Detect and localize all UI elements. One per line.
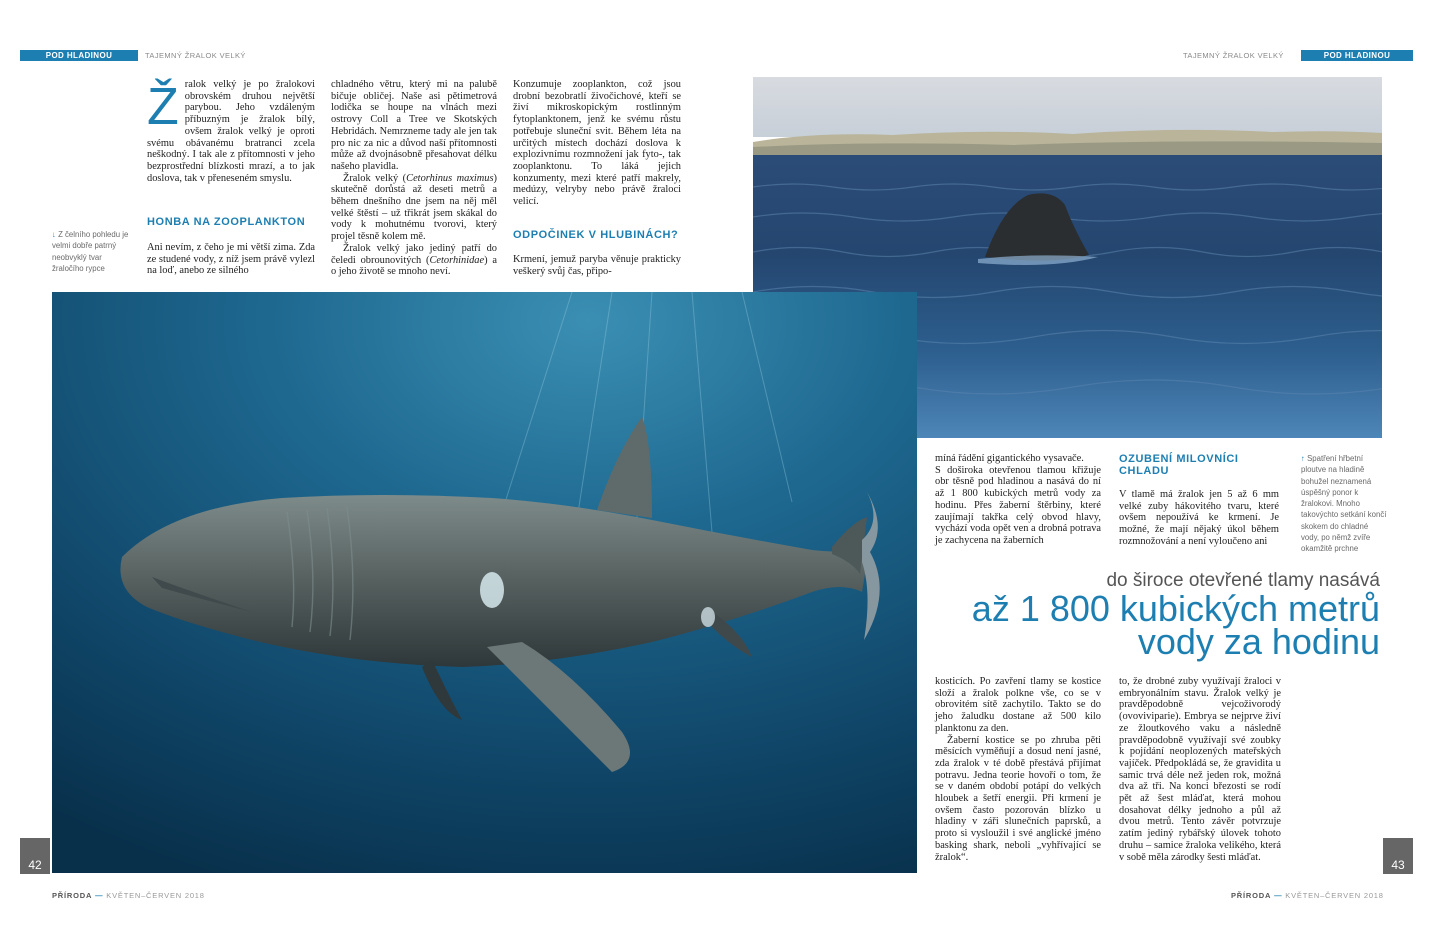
footer-left: PŘÍRODA — KVĚTEN–ČERVEN 2018 [52, 891, 205, 900]
article-label-left: TAJEMNÝ ŽRALOK VELKÝ [145, 51, 246, 60]
caption-left: ↓ Z čelního pohledu je velmi dobře patrný neobvyklý tvar žraločího rypce [52, 230, 129, 273]
paragraph: Žaberní kostice se po zhruba pěti měsících vyměňují a dosud není jasné, zda žralok v té době přestává přijímat potravu. Jedna teorie hovoří o tom, že se v daném období potápí do velkých hloubek a šetří energii. Při krmení je ovšem často pozorován blízko u hladiny v záři slunečních paprsků, a proto si vysloužil i své anglické jméno basking shark, neboli „vyhřívající se žralok“. [935, 734, 1101, 863]
paragraph: V tlamě má žralok jen 5 až 6 mm velké zuby hákovitého tvaru, které ovšem nepoužívá ke krmení. Je možné, že mají nějaký úkol během rozmnožování a není vyloučeno ani [1119, 489, 1279, 547]
page-number-right: 43 [1383, 838, 1413, 874]
pullquote-line: vody za hodinu [1137, 621, 1380, 662]
subhead-ozubeni: OZUBENÍ MILOVNÍCI CHLADU [1119, 453, 1239, 477]
page-number-left: 42 [20, 838, 50, 874]
paragraph: míná řádění gigantického vysavače. [935, 453, 1084, 464]
paragraph: Konzumuje zooplankton, což jsou drobní bezobratlí živočichové, kteří se živí mikroskopickým rostlinným fytoplanktonem, jenž ke svému růstu potřebuje sluneční svit. Během léta na určitých místech dochází doslova k explozivnímu rozmnožení jak fyto-, tak zooplanktonu. To láká jejich konzumenty, mezi které patří makrely, medúzy, velryby nebo právě žraloci velicí. [513, 79, 681, 208]
article-label-right: TAJEMNÝ ŽRALOK VELKÝ [1183, 51, 1284, 60]
article-column-3b [513, 254, 681, 277]
paragraph: Krmení, jemuž paryba věnuje prakticky veškerý svůj čas, připo- [513, 254, 681, 277]
pullquote-lead: do široce otevřené tlamy nasává [1106, 570, 1380, 591]
drop-cap: Ž [147, 78, 179, 136]
article-column-7 [1119, 676, 1281, 863]
section-label-right: POD HLADINOU [1301, 50, 1413, 61]
subhead-honba: HONBA NA ZOOPLANKTON [147, 216, 306, 228]
paragraph: S doširoka otevřenou tlamou křižuje obr těsně pod hladinou a nasává do ní až 1 800 kubických metrů vody za hodinu. Přes žaberní štěrbiny, které zaujímají takřka celý obvod hlavy, vychází voda opět ven a drobná potrava je zachycena na žaberních [935, 464, 1101, 546]
paragraph: chladného větru, který mi na palubě bičuje obličej. Naše asi pětimetrová lodička se houpe na vlnách mezi ostrovy Coll a Tree ve Skotských Hebridách. Nemrzneme tady ale jen tak pro nic za nic a důvod naší přítomnosti může až dvojnásobně přesahovat délku našeho plavidla. [331, 79, 497, 172]
intro-paragraph: ralok velký je po žralokovi obrovském druhou největší parybou. Jeho vzdáleným příbuzným je žralok bílý, ovšem žralok velký je oproti svému obávanému bratranci zcela neškodný. I tak ale z přítomnosti v jeho bezprostřední blízkosti mrazí, a to jak doslova, tak v přeneseném smyslu. [147, 79, 315, 184]
arrow-up-icon: ↑ [1301, 454, 1305, 463]
pullquote-line: až 1 800 kubických metrů [971, 588, 1380, 629]
footer-right: PŘÍRODA — KVĚTEN–ČERVEN 2018 [1231, 891, 1384, 900]
article-column-1 [147, 79, 315, 184]
caption-right: ↑ Spatření hřbetní ploutve na hladině bohužel neznamená úspěšný ponor k žralokovi. Mnoho takovýchto setkání končí skokem do chladné vody, po němž zvíře okamžitě prchne [1301, 454, 1387, 554]
arrow-down-icon: ↓ [52, 230, 56, 239]
article-column-6 [935, 676, 1101, 863]
section-label-left: POD HLADINOU [20, 50, 138, 61]
article-column-4 [935, 453, 1101, 547]
paragraph: Žralok velký (Cetorhinus maximus) skutečně dorůstá až deseti metrů a během dnešního dne jsem na něj měl velké štěstí – už třikrát jsem skákal do vody k mohutnému tvorovi, který projel těsně kolem mě. [331, 172, 497, 243]
subhead-odpocinek: ODPOČINEK V HLUBINÁCH? [513, 229, 679, 241]
pullquote-main [971, 588, 1380, 662]
paragraph: Žralok velký jako jediný patří do čeledi obrounovitých (Cetorhinidae) a o jeho životě se mnoho neví. [331, 242, 497, 278]
basking-shark-photo [52, 292, 917, 873]
paragraph: kosticích. Po zavření tlamy se kostice složí a žralok polkne vše, co se v obrovitém sítě zachytilo. Takto se do jeho žaludku dostane až 500 kilo planktonu za den. [935, 676, 1101, 734]
article-column-5 [1119, 489, 1279, 548]
paragraph: Ani nevím, z čeho je mi větší zima. Zda ze studené vody, z níž jsem právě vylezl na loď, anebo ze silného [147, 242, 315, 277]
article-column-2 [331, 79, 497, 278]
article-column-3 [513, 79, 681, 208]
article-column-1b [147, 242, 315, 277]
paragraph: to, že drobné zuby využívají žraloci v embryonálním stavu. Žralok velký je pravděpodobně vejcoživorodý (ovoviviparie). Embrya se nejprve živí ze žloutkového vaku a následně pravděpodobně využívají své zoubky k pojídání neoplozených mateřských vajíček. Předpokládá se, že gravidita u samic trvá déle než jeden rok, možná dva až tři. Na konci březosti se rodí pět až šest mláďat, která mohou dosahovat délky jednoho a půl až dvou metrů. Tento závěr potvrzuje zatím jediný rybářský úlovek tohoto druhu – samice žraloka velikého, která v sobě měla zárodky šesti mláďat. [1119, 676, 1281, 863]
